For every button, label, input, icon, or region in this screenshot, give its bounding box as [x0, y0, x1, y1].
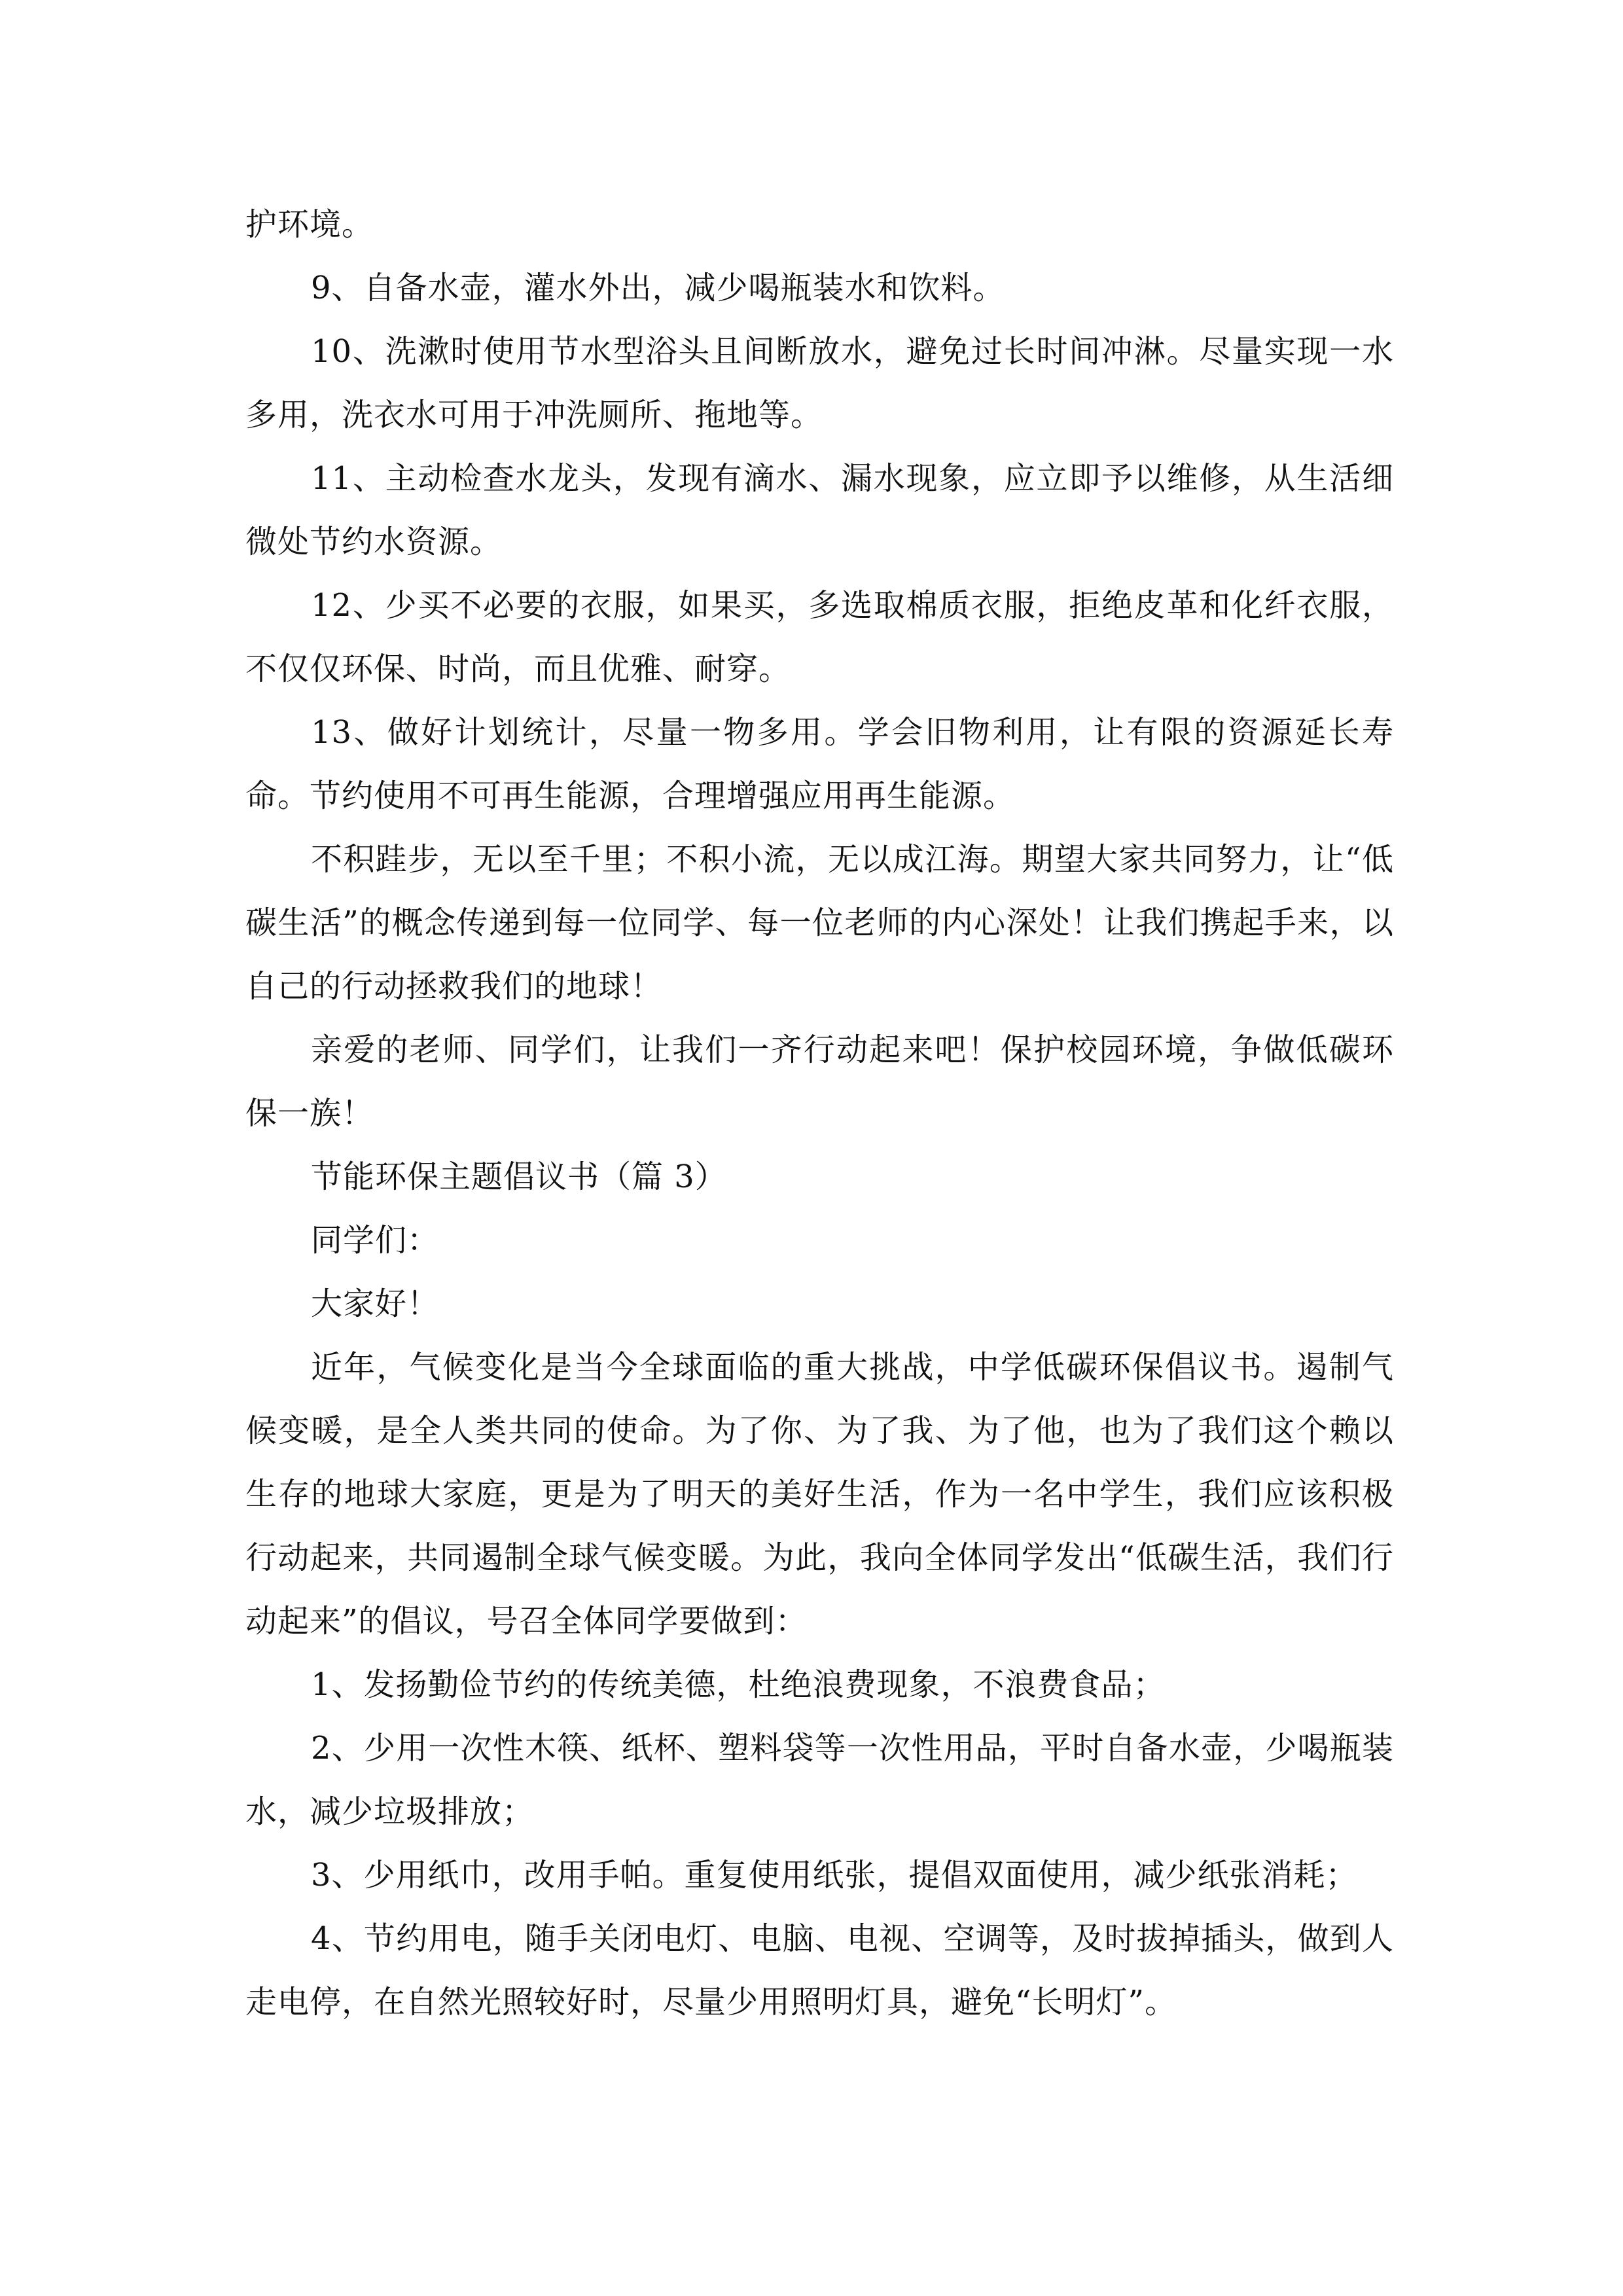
list-item: 1、发扬勤俭节约的传统美德，杜绝浪费现象，不浪费食品； — [311, 1666, 1166, 1703]
section-heading: 节能环保主题倡议书（篇 3） — [311, 1158, 727, 1195]
list-item: 2、少用一次性木筷、纸杯、塑料袋等一次性用品，平时自备水壶，少喝瓶装水，减少垃圾排放； — [245, 1730, 1394, 1830]
paragraph: 近年，气候变化是当今全球面临的重大挑战，中学低碳环保倡议书。遏制气候变暖，是全人类共同的使命。为了你、为了我、为了他，也为了我们这个赖以生存的地球大家庭，更是为了明天的美好生活，作为一名中学生，我们应该积极行动起来，共同遏制全球气候变暖。为此，我向全体同学发出“低碳生活，我们行动起来”的倡议，号召全体同学要做到： — [245, 1349, 1394, 1640]
document-body — [245, 193, 1394, 2034]
greeting: 大家好！ — [311, 1285, 440, 1322]
paragraph: 10、洗漱时使用节水型浴头且间断放水，避免过长时间冲淋。尽量实现一水多用，洗衣水可用于冲洗厕所、拖地等。 — [245, 333, 1394, 433]
paragraph: 亲爱的老师、同学们，让我们一齐行动起来吧！保护校园环境，争做低碳环保一族！ — [245, 1031, 1394, 1132]
list-item: 3、少用纸巾，改用手帕。重复使用纸张，提倡双面使用，减少纸张消耗； — [311, 1857, 1358, 1893]
paragraph: 11、主动检查水龙头，发现有滴水、漏水现象，应立即予以维修，从生活细微处节约水资源。 — [245, 460, 1394, 560]
paragraph: 12、少买不必要的衣服，如果买，多选取棉质衣服，拒绝皮革和化纤衣服，不仅仅环保、时尚，而且优雅、耐穿。 — [245, 587, 1394, 687]
salutation: 同学们： — [311, 1222, 440, 1259]
paragraph: 护环境。 — [245, 206, 374, 243]
list-item: 4、节约用电，随手关闭电灯、电脑、电视、空调等，及时拔掉插头，做到人走电停，在自然光照较好时，尽量少用照明灯具，避免“长明灯”。 — [245, 1920, 1394, 2020]
paragraph: 9、自备水壶，灌水外出，减少喝瓶装水和饮料。 — [311, 270, 1005, 306]
paragraph: 13、做好计划统计，尽量一物多用。学会旧物利用，让有限的资源延长寿命。节约使用不可再生能源，合理增强应用再生能源。 — [245, 714, 1394, 814]
paragraph: 不积跬步，无以至千里；不积小流，无以成江海。期望大家共同努力，让“低碳生活”的概念传递到每一位同学、每一位老师的内心深处！让我们携起手来，以自己的行动拯救我们的地球！ — [245, 841, 1394, 1005]
